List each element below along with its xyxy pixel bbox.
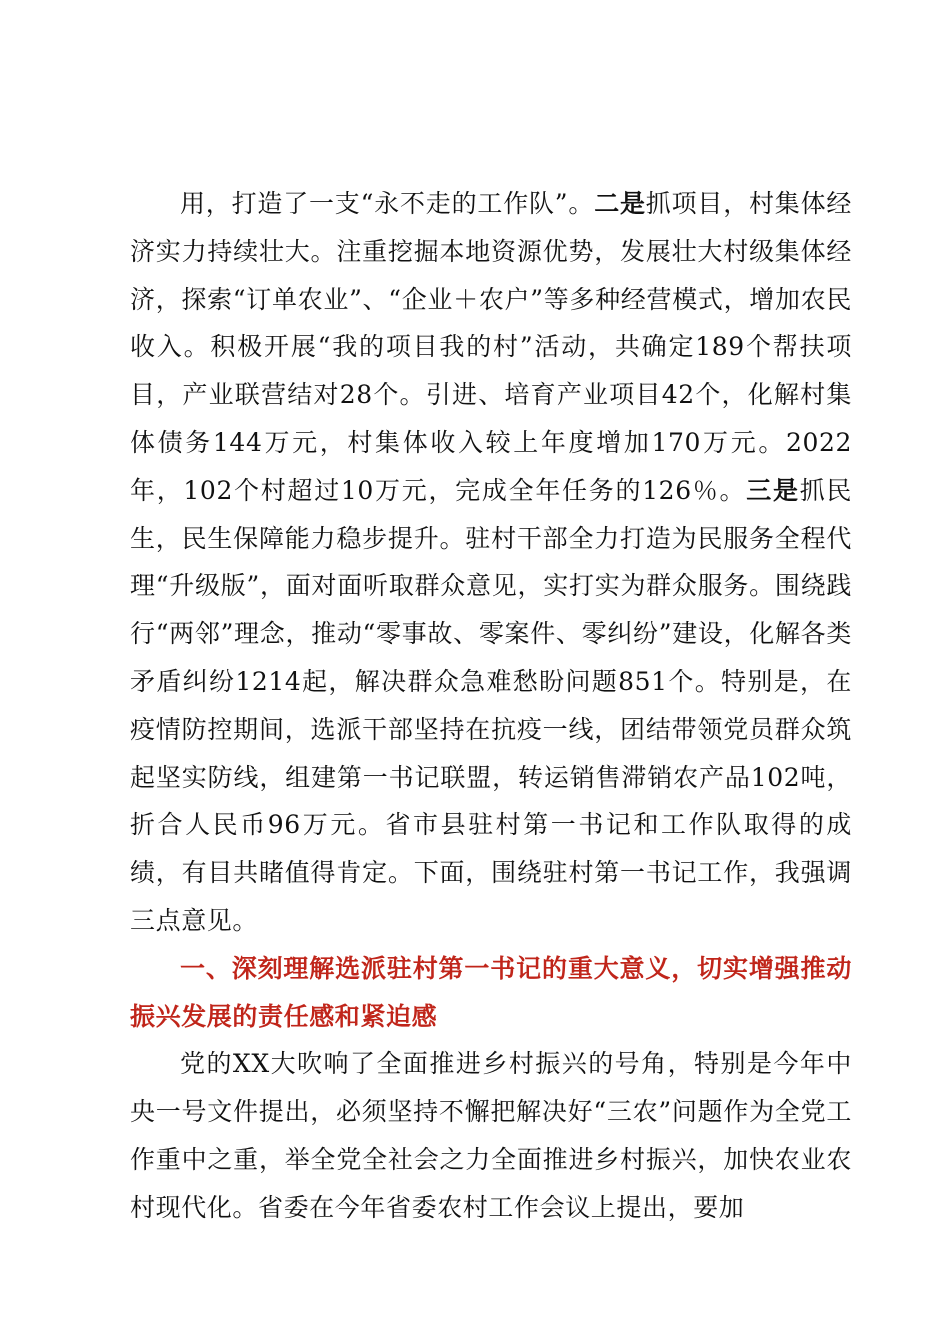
point-two-lead: 二是 [594, 189, 646, 218]
section-heading-one: 一、深刻理解选派驻村第一书记的重大意义，切实增强推动振兴发展的责任感和紧迫感 [130, 953, 852, 1031]
point-two-text: 抓项目，村集体经济实力持续壮大。注重挖掘本地资源优势，发展壮大村级集体经济，探索“订单农业”、“企业＋农户”等多种经营模式，增加农民收入。积极开展“我的项目我的村”活动，共确定189个帮扶项目，产业联营结对28个。引进、培育产业项目42个，化解村集体债务144万元，村集体收入较上年度增加170万元。2022年，102个村超过10万元，完成全年任务的126％。 [130, 189, 853, 505]
paragraph-intro-text: 用，打造了一支“永不走的工作队”。 [180, 189, 595, 218]
body-paragraph-achievements [130, 180, 852, 945]
point-three-text: 抓民生，民生保障能力稳步提升。驻村干部全力打造为民服务全程代理“升级版”，面对面听取群众意见，实打实为群众服务。围绕践行“两邻”理念，推动“零事故、零案件、零纠纷”建设，化解各类矛盾纠纷1214起，解决群众急难愁盼问题851个。特别是，在疫情防控期间，选派干部坚持在抗疫一线，团结带领党员群众筑起坚实防线，组建第一书记联盟，转运销售滞销农产品102吨，折合人民币96万元。省市县驻村第一书记和工作队取得的成绩，有目共睹值得肯定。下面，围绕驻村第一书记工作，我强调三点意见。 [130, 475, 853, 935]
body-paragraph-rural-revitalization: 党的XX大吹响了全面推进乡村振兴的号角，特别是今年中央一号文件提出，必须坚持不懈把解决好“三农”问题作为全党工作重中之重，举全党全社会之力全面推进乡村振兴，加快农业农村现代化。省委在今年省委农村工作会议上提出，要加 [130, 1049, 852, 1222]
document-page [130, 180, 852, 1232]
point-three-lead: 三是 [746, 475, 800, 505]
